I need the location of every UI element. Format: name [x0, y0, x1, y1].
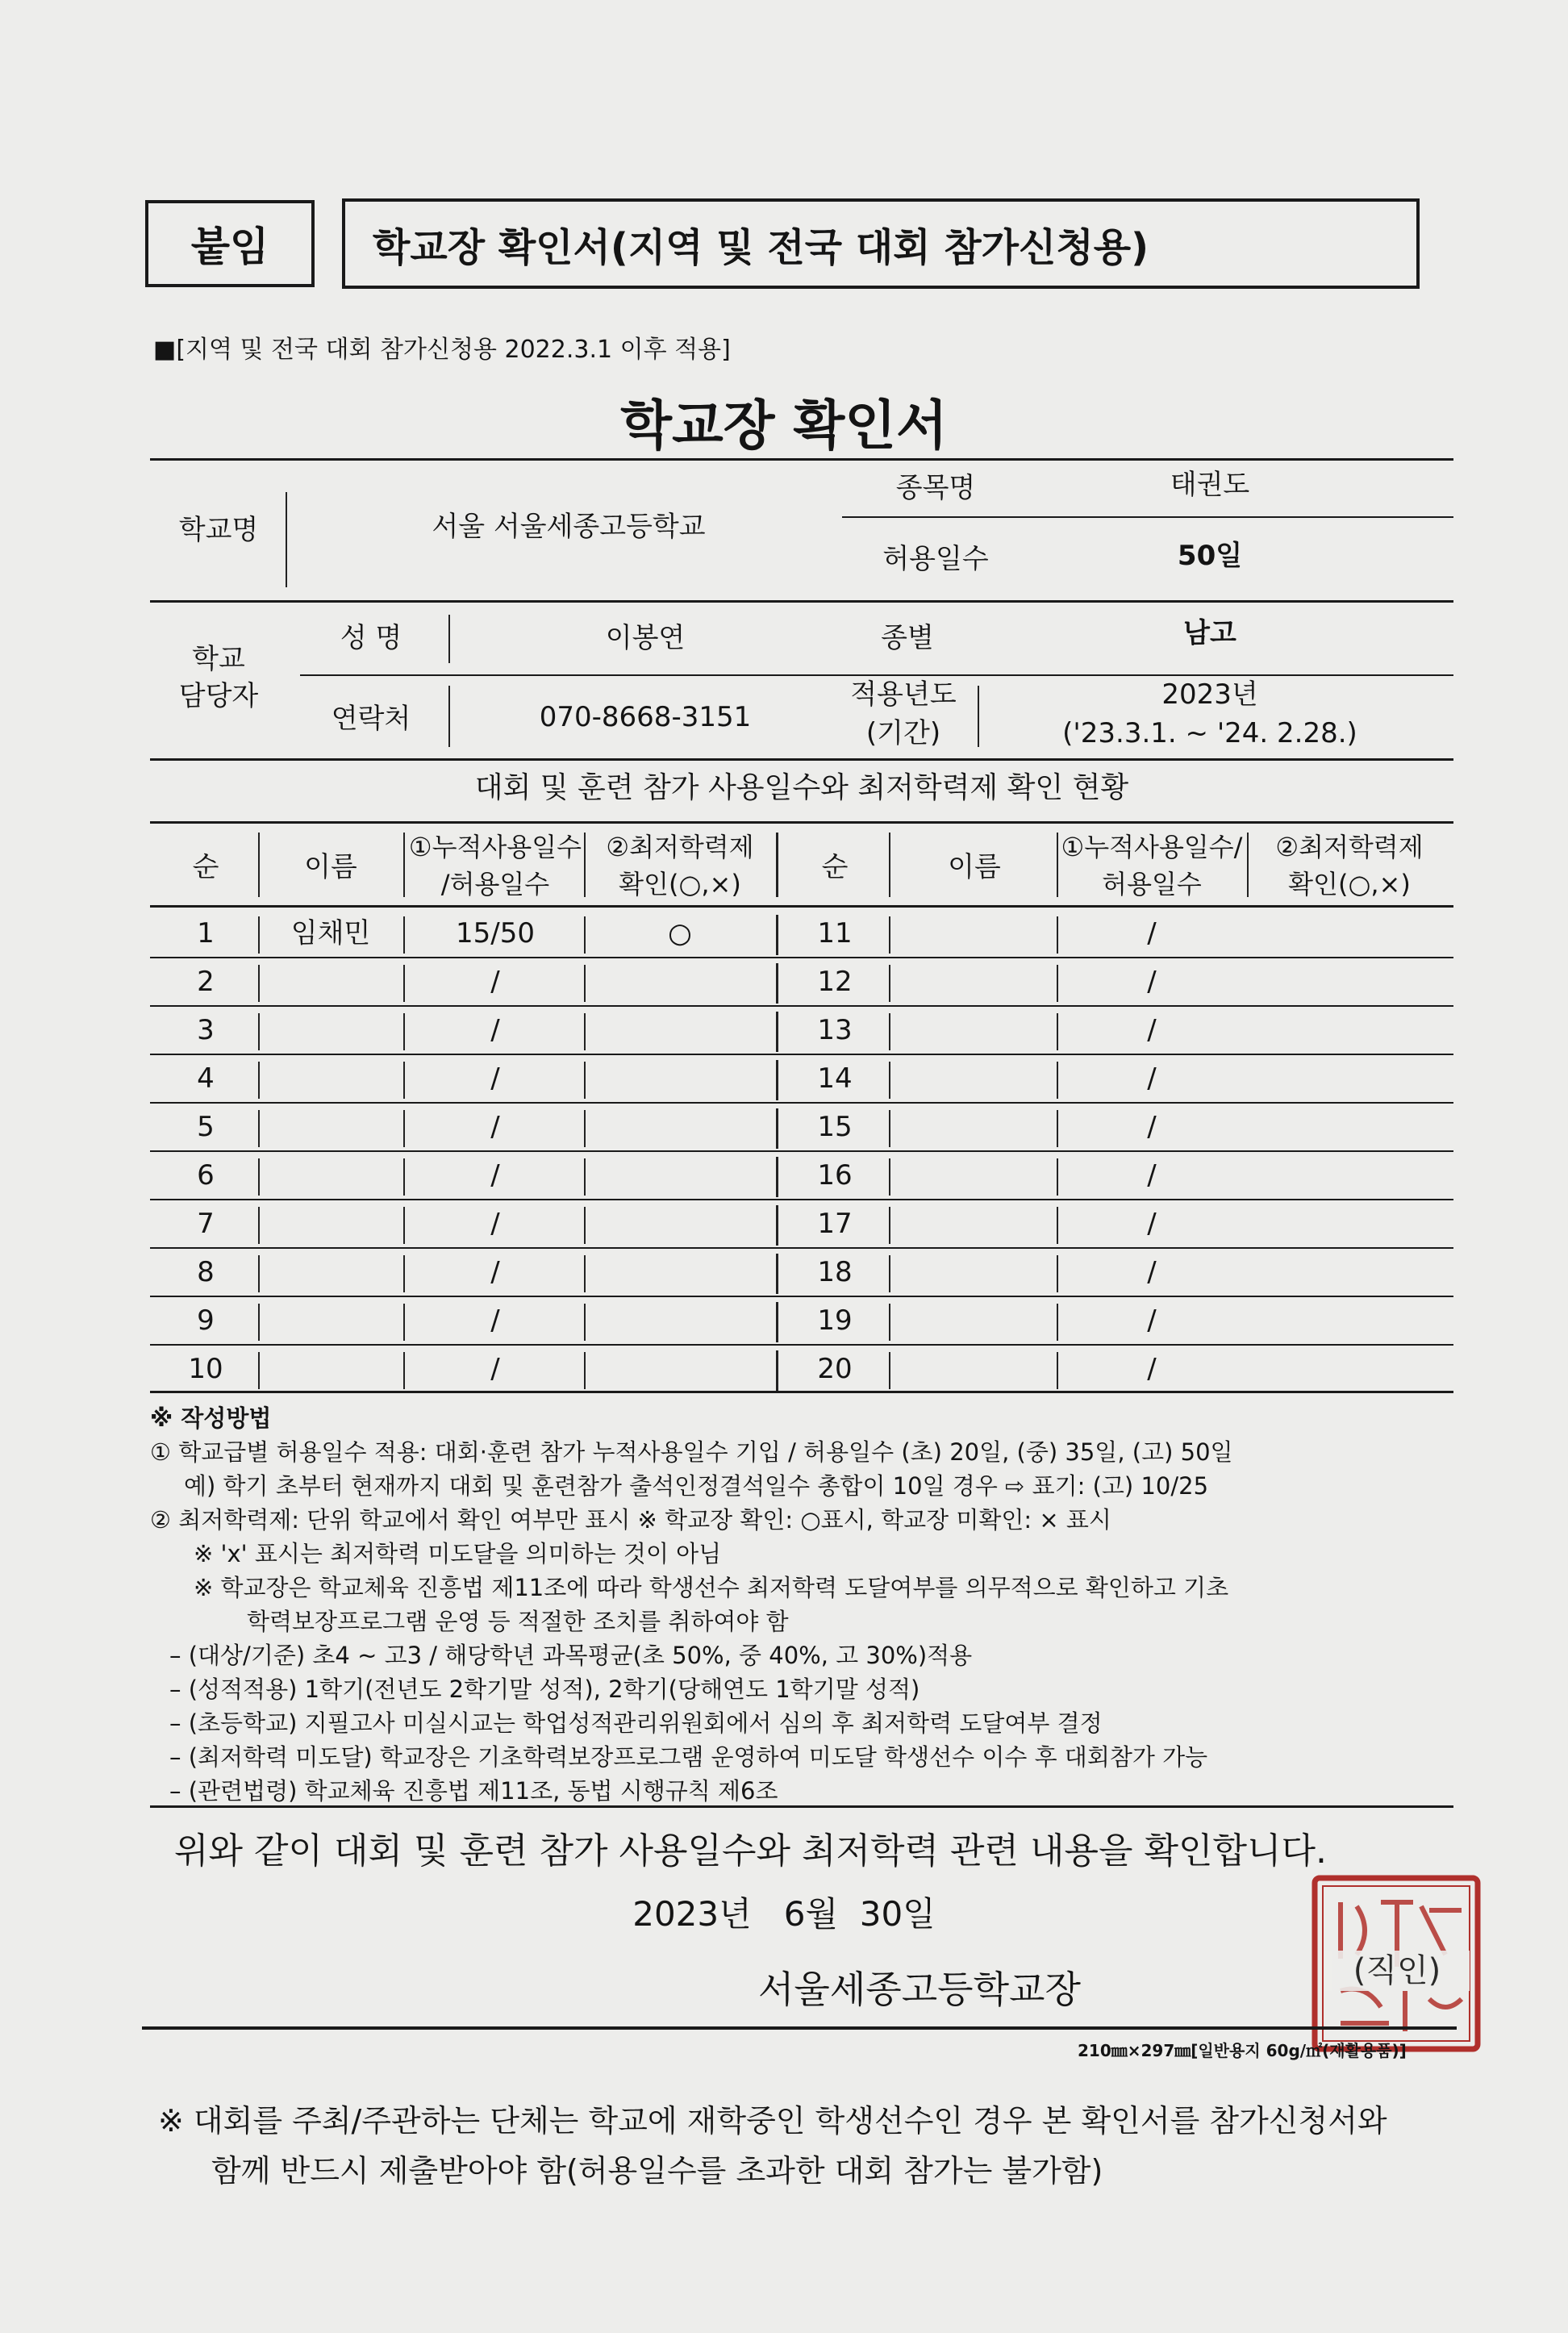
cell-days: / — [1147, 1208, 1157, 1240]
cell-days: / — [1147, 966, 1157, 998]
allowed-days-label: 허용일수 — [882, 543, 989, 575]
form-subtitle: ■[지역 및 전국 대회 참가신청용 2022.3.1 이후 적용] — [153, 336, 731, 364]
note-line: – (초등학교) 지필고사 미실시교는 학업성적관리위원회에서 심의 후 최저학력 도달여부 결정 — [169, 1709, 1103, 1737]
year-label: 적용년도 — [850, 678, 957, 711]
cell-no: 20 — [817, 1353, 853, 1385]
cell-no: 8 — [197, 1256, 215, 1288]
header-days: ①누적사용일수 — [408, 832, 582, 862]
seal-text: (직인) — [1324, 1951, 1470, 1991]
header-days-right: ①누적사용일수/ — [1061, 832, 1243, 862]
sport-label: 종목명 — [895, 472, 976, 504]
cell-days: / — [1147, 1304, 1157, 1337]
note-line: ② 최저학력제: 단위 학교에서 확인 여부만 표시 ※ 학교장 확인: ○표시, 학교장 미확인: × 표시 — [150, 1506, 1111, 1534]
cell-days: / — [490, 1353, 500, 1385]
cell-days: / — [490, 1111, 500, 1143]
cell-no: 15 — [817, 1111, 853, 1143]
person-name-label: 성 명 — [340, 622, 402, 654]
year-value: 2023년 — [1161, 678, 1258, 711]
year-period-value: ('23.3.1. ~ '24. 2.28.) — [1062, 717, 1357, 749]
note-line: – (성적적용) 1학기(전년도 2학기말 성적), 2학기(당해연도 1학기말 성적) — [169, 1676, 920, 1703]
confirmation-statement: 위와 같이 대회 및 훈련 참가 사용일수와 최저학력 관련 내용을 확인합니다. — [174, 1830, 1327, 1872]
note-line: – (대상/기준) 초4 ~ 고3 / 해당학년 과목평균(초 50%, 중 40%, 고 30%)적용 — [169, 1642, 973, 1669]
cell-no: 17 — [817, 1208, 853, 1240]
cell-no: 14 — [817, 1062, 853, 1095]
category-value: 남고 — [1183, 617, 1236, 649]
notes-heading: ※ 작성방법 — [150, 1404, 272, 1432]
cell-no: 9 — [197, 1304, 215, 1337]
header-days-right-2: 허용일수 — [1102, 869, 1202, 899]
cell-no: 3 — [197, 1014, 215, 1046]
manager-label: 학교 — [192, 643, 245, 675]
header-check: ②최저학력제 — [606, 832, 754, 862]
school-name-value: 서울 서울세종고등학교 — [432, 511, 706, 543]
cell-no: 1 — [197, 917, 215, 949]
sport-value: 태권도 — [1170, 469, 1250, 501]
form-title-box: 학교장 확인서(지역 및 전국 대회 참가신청용) — [342, 198, 1420, 289]
attachment-tag: 붙임 — [145, 200, 315, 287]
header-check-right-2: 확인(○,×) — [1288, 869, 1411, 899]
header-check-right: ②최저학력제 — [1275, 832, 1424, 862]
header-name: 이름 — [304, 851, 357, 883]
cell-days: / — [490, 1208, 500, 1240]
cell-no: 12 — [817, 966, 853, 998]
cell-no: 18 — [817, 1256, 853, 1288]
note-line: ※ 'x' 표시는 최저학력 미도달을 의미하는 것이 아님 — [194, 1540, 722, 1567]
school-name-label: 학교명 — [178, 514, 259, 546]
contact-label: 연락처 — [331, 703, 411, 735]
note-line: ① 학교급별 허용일수 적용: 대회·훈련 참가 누적사용일수 기입 / 허용일수 (초) 20일, (중) 35일, (고) 50일 — [150, 1438, 1233, 1466]
footer-note-line1: ※ 대회를 주최/주관하는 단체는 학교에 재학중인 학생선수인 경우 본 확인서를 참가신청서와 — [158, 2103, 1387, 2139]
header-no-right: 순 — [821, 851, 849, 883]
cell-days: / — [490, 966, 500, 998]
cell-days: / — [1147, 1353, 1157, 1385]
cell-no: 4 — [197, 1062, 215, 1095]
cell-days: / — [490, 1256, 500, 1288]
table-caption: 대회 및 훈련 참가 사용일수와 최저학력제 확인 현황 — [474, 771, 1129, 804]
year-label-2: (기간) — [865, 717, 941, 749]
person-name-value: 이봉연 — [605, 622, 686, 654]
note-line: – (최저학력 미도달) 학교장은 기초학력보장프로그램 운영하여 미도달 학생선수 이수 후 대회참가 가능 — [169, 1743, 1208, 1771]
note-line: ※ 학교장은 학교체육 진흥법 제11조에 따라 학생선수 최저학력 도달여부를 의무적으로 확인하고 기초 — [194, 1574, 1229, 1601]
cell-no: 6 — [197, 1159, 215, 1192]
paper-size-note: 210㎜×297㎜[일반용지 60g/㎡(재활용품)] — [1078, 2041, 1407, 2060]
note-line: 학력보장프로그램 운영 등 적절한 조치를 취하여야 함 — [247, 1608, 789, 1635]
cell-days: / — [490, 1304, 500, 1337]
cell-days: / — [1147, 1062, 1157, 1095]
note-line: 예) 학기 초부터 현재까지 대회 및 훈련참가 출석인정결석일수 총합이 10일 경우 ⇨ 표기: (고) 10/25 — [184, 1472, 1209, 1500]
cell-days: / — [490, 1159, 500, 1192]
cell-no: 2 — [197, 966, 215, 998]
allowed-days-value: 50일 — [1177, 540, 1243, 572]
header-days-2: /허용일수 — [440, 869, 550, 899]
header-check-2: 확인(○,×) — [619, 869, 741, 899]
footer-note-line2: 함께 반드시 제출받아야 함(허용일수를 초과한 대회 참가는 불가함) — [211, 2153, 1103, 2189]
header-name-right: 이름 — [948, 851, 1001, 883]
cell-no: 10 — [188, 1353, 223, 1385]
cell-no: 13 — [817, 1014, 853, 1046]
cell-days: / — [1147, 917, 1157, 949]
cell-no: 19 — [817, 1304, 853, 1337]
note-line: – (관련법령) 학교체육 진흥법 제11조, 동법 시행규칙 제6조 — [169, 1777, 778, 1805]
confirmation-date: 2023년 6월 30일 — [632, 1894, 936, 1934]
category-label: 종별 — [881, 622, 934, 654]
cell-days: / — [1147, 1111, 1157, 1143]
document-title: 학교장 확인서 — [620, 394, 948, 457]
signer-name: 서울세종고등학교장 — [758, 1968, 1081, 2011]
cell-days: / — [490, 1014, 500, 1046]
cell-days: / — [1147, 1159, 1157, 1192]
cell-days: / — [1147, 1014, 1157, 1046]
cell-no: 5 — [197, 1111, 215, 1143]
header-no: 순 — [192, 851, 219, 883]
cell-days: / — [1147, 1256, 1157, 1288]
cell-check: ○ — [668, 917, 692, 949]
cell-days: / — [490, 1062, 500, 1095]
cell-days: 15/50 — [456, 917, 535, 949]
manager-label-2: 담당자 — [178, 680, 259, 712]
contact-value: 070-8668-3151 — [539, 701, 752, 733]
cell-no: 16 — [817, 1159, 853, 1192]
cell-no: 11 — [817, 917, 853, 949]
cell-no: 7 — [197, 1208, 215, 1240]
cell-name: 임채민 — [290, 917, 371, 949]
